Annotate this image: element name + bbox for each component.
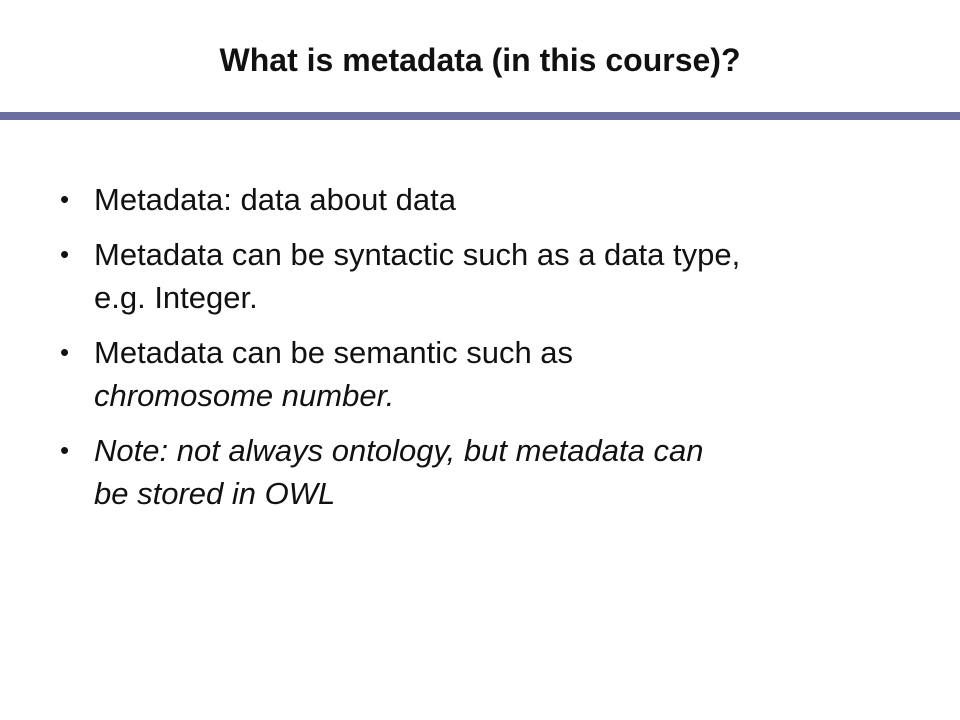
bullet-text-emphasis: Note: not always ontology, but metadata can: [94, 433, 704, 468]
title-divider: [0, 112, 960, 120]
bullet-icon: •: [60, 239, 70, 269]
bullet-text: Metadata can be semantic such as: [94, 335, 574, 370]
bullet-item: [60, 178, 920, 221]
bullet-text: Metadata can be syntactic such as a data type,: [94, 237, 741, 272]
bullet-icon: •: [60, 184, 70, 214]
bullet-icon: •: [60, 435, 70, 465]
bullet-icon: •: [60, 337, 70, 367]
slide-title: What is metadata (in this course)?: [219, 42, 741, 78]
bullet-text-emphasis: chromosome number.: [94, 378, 395, 413]
bullet-item: [60, 233, 920, 319]
bullet-text: e.g. Integer.: [94, 280, 258, 315]
bullet-text-emphasis: be stored in OWL: [94, 476, 336, 511]
bullet-text: Metadata: data about data: [94, 182, 456, 217]
bullet-item: [60, 331, 920, 417]
bullet-list: [60, 178, 920, 527]
bullet-item: [60, 429, 920, 515]
